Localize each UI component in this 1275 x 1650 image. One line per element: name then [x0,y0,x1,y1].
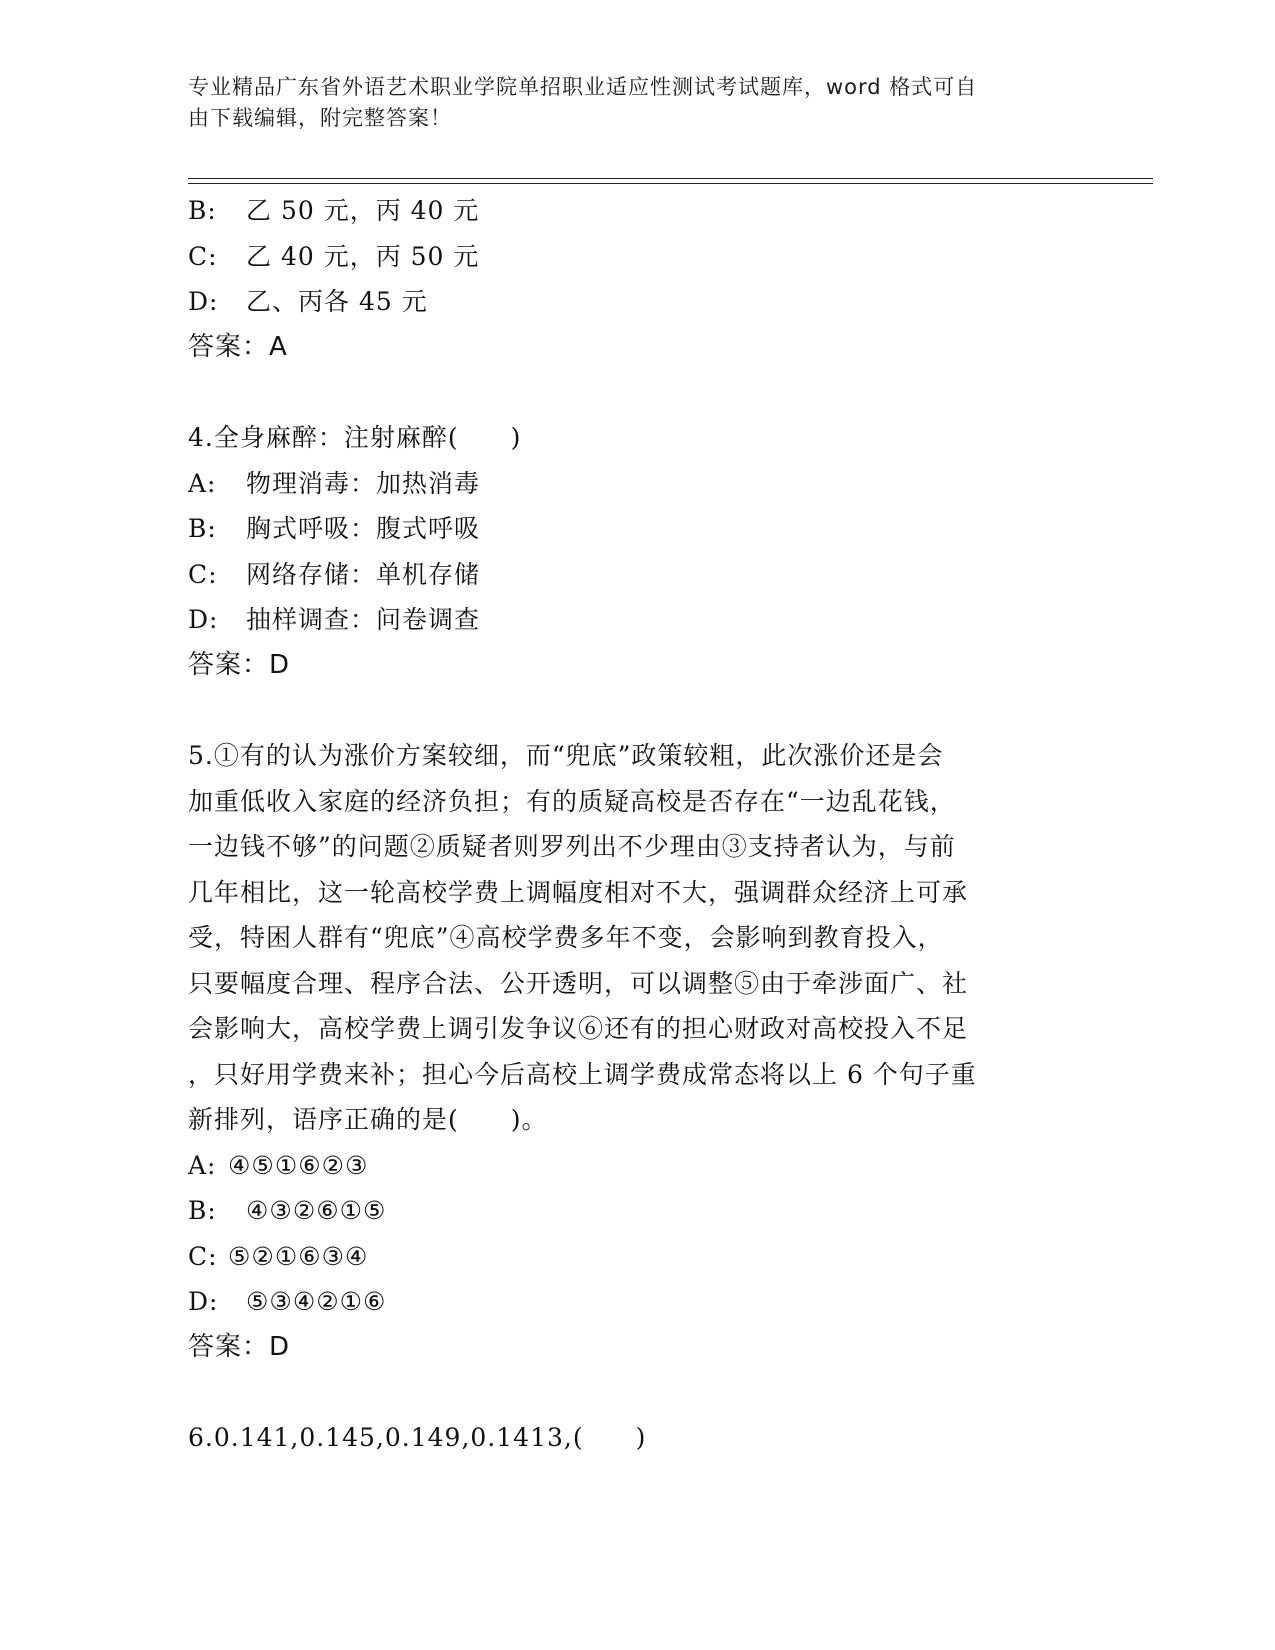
option-d [188,597,1068,643]
option-text: ④⑤①⑥②③ [228,1150,369,1180]
option-letter: A: [188,1150,217,1180]
question-stem-line: 一边钱不够”的问题②质疑者则罗列出不少理由③支持者认为，与前 [188,832,956,861]
question-5 [188,733,1068,1370]
option-a [188,461,1068,507]
option-text: 乙 50 元，丙 40 元 [246,196,480,225]
question-stem-line: 几年相比，这一轮高校学费上调幅度相对不大，强调群众经济上可承 [188,877,969,907]
header-line-2: 由下载编辑，附完整答案！ [188,106,452,130]
question-stem-line: 受，特困人群有“兜底”④高校学费多年不变，会影响到教育投入， [188,923,944,952]
option-letter: D: [188,1287,219,1316]
option-b [188,188,1068,234]
option-letter: B: [188,514,217,543]
header-rule-bottom [188,183,1153,184]
option-letter: A: [188,468,217,498]
header-rule-top [188,178,1153,179]
option-text: ⑤②①⑥③④ [228,1241,369,1271]
option-text: ④③②⑥①⑤ [246,1196,387,1225]
question-6 [188,1415,1068,1461]
option-letter: B: [188,196,217,225]
answer-label: 答案：D [188,649,291,680]
header-line-1: 专业精品广东省外语艺术职业学院单招职业适应性测试考试题库，word 格式可自 [188,75,978,99]
option-text: 物理消毒：加热消毒 [246,468,481,498]
spacer [188,688,1068,733]
question-stem-line: 新排列，语序正确的是( )。 [188,1105,548,1134]
question-3 [188,188,1068,370]
question-stem-line: ，只好用学费来补；担心今后高校上调学费成常态将以上 6 个句子重 [188,1059,977,1089]
option-c [188,234,1068,280]
option-c [188,1234,1068,1280]
option-text: 抽样调查：问卷调查 [246,605,481,634]
option-letter: C: [188,559,218,589]
option-letter: C: [188,241,218,271]
question-stem: 4.全身麻醉：注射麻醉( ) [188,423,522,452]
option-b [188,506,1068,552]
option-letter: D: [188,605,219,634]
option-text: ⑤③④②①⑥ [246,1287,387,1316]
option-letter: B: [188,1196,217,1225]
question-stem-line: 加重低收入家庭的经济负担；有的质疑高校是否存在“一边乱花钱， [188,786,956,816]
option-a [188,1143,1068,1189]
question-4 [188,415,1068,688]
spacer [188,1370,1068,1415]
option-d [188,1279,1068,1325]
option-letter: C: [188,1241,218,1271]
page-header [188,72,1068,134]
option-text: 乙 40 元，丙 50 元 [246,241,480,271]
option-d [188,279,1068,325]
option-c [188,552,1068,598]
question-stem: 6.0.141,0.145,0.149,0.1413,( ) [188,1423,647,1452]
answer-label: 答案：A [188,331,288,362]
option-b [188,1188,1068,1234]
question-stem-line: 5.①有的认为涨价方案较细，而“兜底”政策较粗，此次涨价还是会 [188,741,944,770]
question-stem-line: 会影响大，高校学费上调引发争议⑥还有的担心财政对高校投入不足 [188,1014,969,1043]
question-stem-line: 只要幅度合理、程序合法、公开透明，可以调整⑤由于牵涉面广、社 [188,968,969,998]
option-text: 网络存储：单机存储 [246,559,481,589]
answer-label: 答案：D [188,1331,291,1362]
option-text: 乙、丙各 45 元 [246,287,428,316]
document-body [188,188,1068,1461]
option-letter: D: [188,287,219,316]
spacer [188,370,1068,415]
option-text: 胸式呼吸：腹式呼吸 [246,514,481,543]
